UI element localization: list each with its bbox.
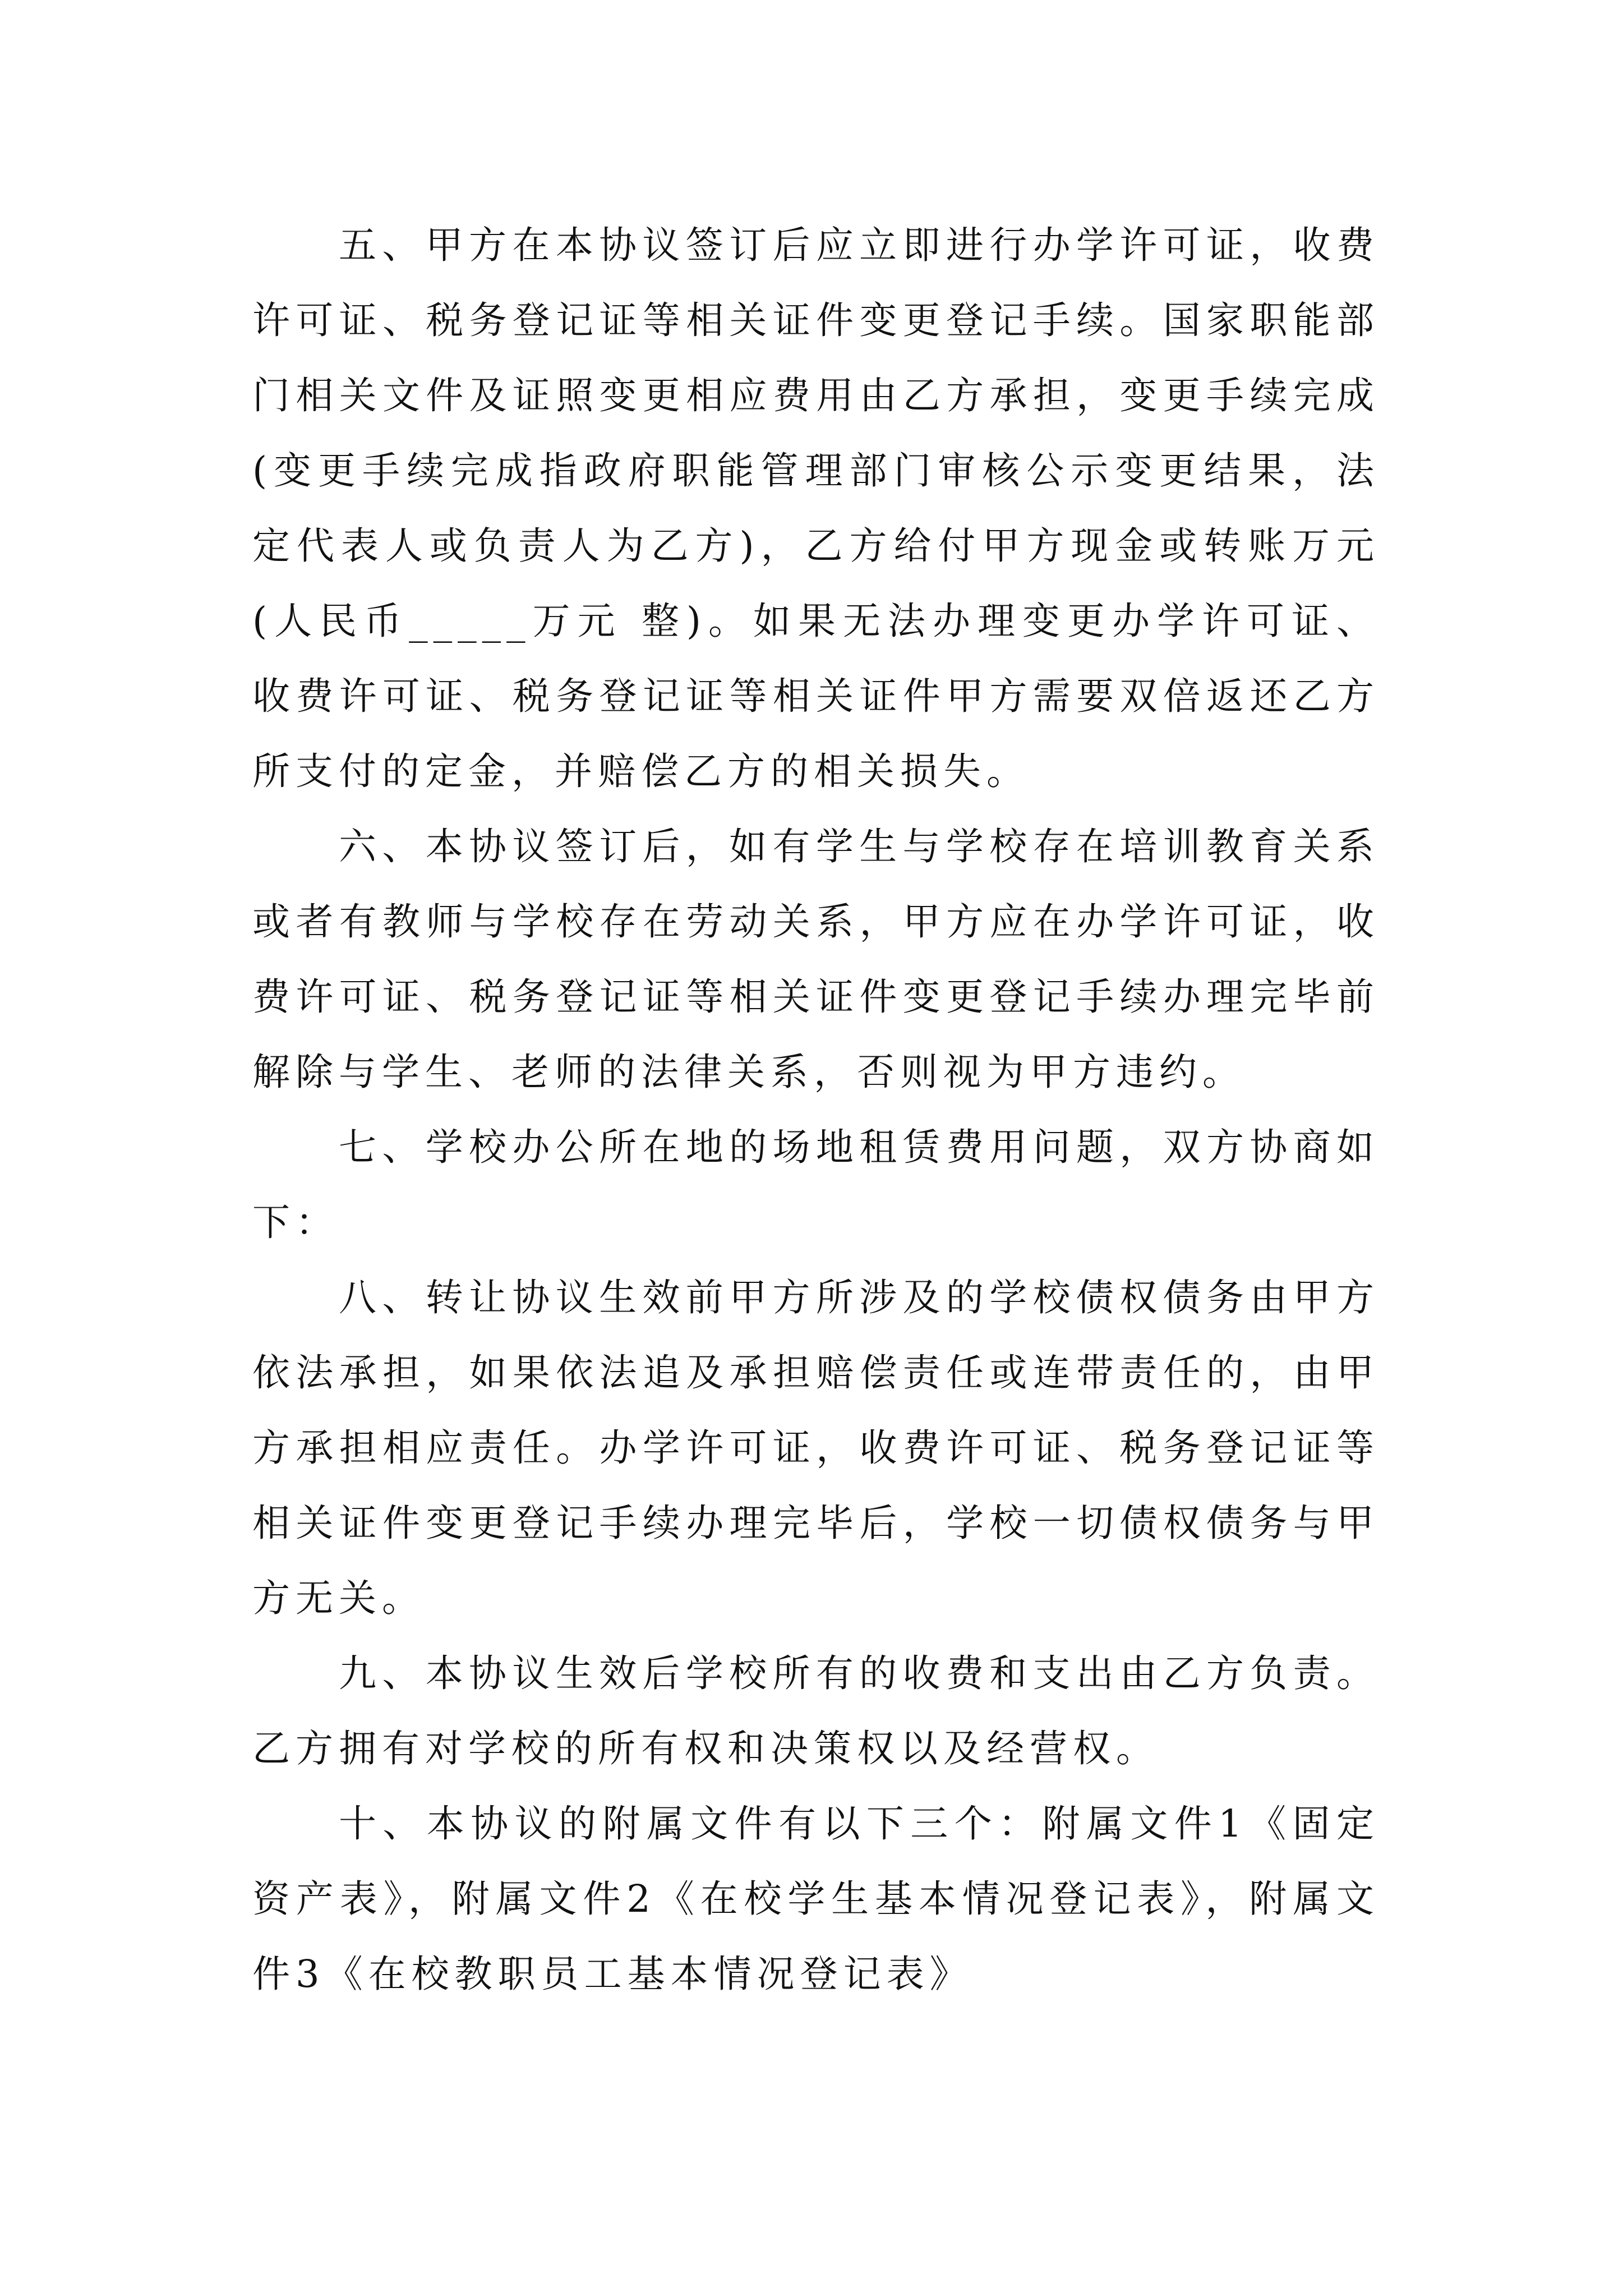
paragraph-clause-5: 五、甲方在本协议签订后应立即进行办学许可证，收费许可证、税务登记证等相关证件变更登记手续。国家职能部门相关文件及证照变更相应费用由乙方承担，变更手续完成(变更手续完成指政府职能管理部门审核公示变更结果，法定代表人或负责人为乙方)，乙方给付甲方现金或转账万元(人民币_____万元 整)。如果无法办理变更办学许可证、收费许可证、税务登记证等相关证件甲方需要双倍返还乙方所支付的定金，并赔偿乙方的相关损失。 — [252, 223, 1380, 793]
paragraph-clause-7: 七、学校办公所在地的场地租赁费用问题，双方协商如下： — [252, 1125, 1380, 1244]
paragraph-clause-8: 八、转让协议生效前甲方所涉及的学校债权债务由甲方依法承担，如果依法追及承担赔偿责任或连带责任的，由甲方承担相应责任。办学许可证，收费许可证、税务登记证等相关证件变更登记手续办理完毕后，学校一切债权债务与甲方无关。 — [252, 1276, 1380, 1620]
paragraph-clause-9: 九、本协议生效后学校所有的收费和支出由乙方负责。乙方拥有对学校的所有权和决策权以及经营权。 — [252, 1651, 1380, 1770]
paragraph-clause-6: 六、本协议签订后，如有学生与学校存在培训教育关系或者有教师与学校存在劳动关系，甲方应在办学许可证，收费许可证、税务登记证等相关证件变更登记手续办理完毕前解除与学生、老师的法律关系，否则视为甲方违约。 — [252, 825, 1380, 1094]
paragraph-clause-10: 十、本协议的附属文件有以下三个：附属文件1《固定资产表》，附属文件2《在校学生基本情况登记表》，附属文件3《在校教职员工基本情况登记表》 — [252, 1802, 1380, 1996]
document-body — [252, 208, 1380, 2012]
